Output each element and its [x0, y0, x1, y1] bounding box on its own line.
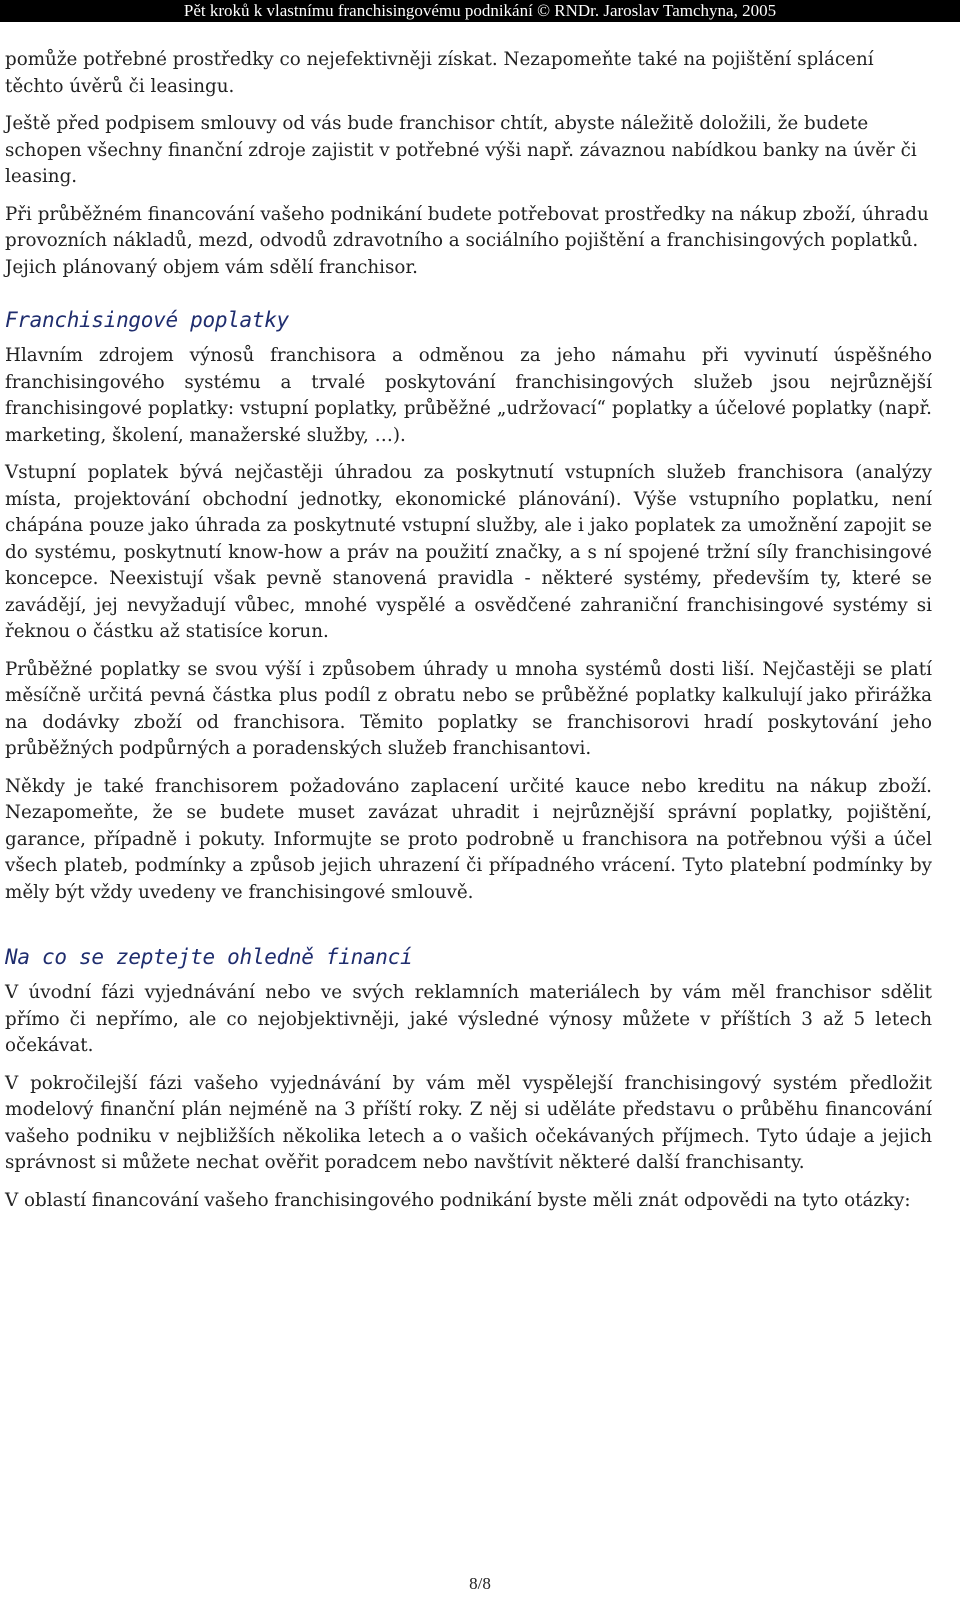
section-franchise-fees: [5, 305, 932, 906]
paragraph: V pokročilejší fázi vašeho vyjednávání by vám měl vyspělejší franchisingový systém předložit modelový finanční plán nejméně na 3 příští roky. Z něj si uděláte představu o průběhu financování vašeho podniku v nejbližších několika letech a o vašich očekávaných příjmech. Tyto údaje a jejich správnost si můžete nechat ověřit poradcem nebo navštívit některé další franchisanty.: [5, 1072, 932, 1173]
document-body: [5, 47, 932, 1225]
paragraph: pomůže potřebné prostředky co nejefektivněji získat. Nezapomeňte také na pojištění splácení těchto úvěrů či leasingu.: [5, 49, 874, 97]
running-header-title: Pět kroků k vlastnímu franchisingovému podnikání © RNDr. Jaroslav Tamchyna, 2005: [183, 1, 777, 20]
paragraph: Při průběžném financování vašeho podnikání budete potřebovat prostředky na nákup zboží, úhradu provozních nákladů, mezd, odvodů zdravotního a sociálního pojištění a franchisingových poplatků. Jejich plánovaný objem vám sdělí franchisor.: [5, 203, 929, 278]
section-finance-questions: [5, 942, 932, 1214]
paragraph: Ještě před podpisem smlouvy od vás bude franchisor chtít, abyste náležitě doložili, že budete schopen všechny finanční zdroje zajistit v potřebné výši např. závaznou nabídkou banky na úvěr či leasing.: [5, 113, 917, 187]
running-header: [0, 0, 960, 22]
section-heading: Na co se zeptejte ohledně financí: [5, 945, 413, 969]
paragraph: Někdy je také franchisorem požadováno zaplacení určité kauce nebo kreditu na nákup zboží. Nezapomeňte, že se budete muset zavázat uhradit i nejrůznější správní poplatky, pojištění, garance, případně i pokuty. Informujte se proto podrobně u franchisora na potřebnou výši a účel všech plateb, podmínky a způsob jejich uhrazení či případného vrácení. Tyto platební podmínky by měly být vždy uvedeny ve franchisingové smlouvě.: [5, 775, 932, 903]
paragraph: V oblastí financování vašeho franchisingového podnikání byste měli znát odpovědi na tyto otázky:: [5, 1189, 911, 1211]
paragraph: V úvodní fázi vyjednávání nebo ve svých reklamních materiálech by vám měl franchisor sdělit přímo či nepřímo, ale co nejobjektivněji, jaké výsledné výnosy můžete v příštích 3 až 5 letech očekávat.: [5, 982, 932, 1056]
paragraph: Vstupní poplatek bývá nejčastěji úhradou za poskytnutí vstupních služeb franchisora (analýzy místa, projektování obchodní jednotky, ekonomické plánování). Výše vstupního poplatku, není chápána pouze jako úhrada za poskytnuté vstupní služby, ale i jako poplatek za umožnění zapojit se do systému, poskytnutí know-how a práv na použití značky, a s ní spojené tržní síly franchisingové koncepce. Neexistují však pevně stanovená pravidla - některé systémy, především ty, které se zavádějí, jej nevyžadují vůbec, mnohé vyspělé a osvědčené zahraniční franchisingové systémy si řeknou o částku až statisíce korun.: [5, 462, 932, 642]
page-number: 8/8: [469, 1574, 491, 1593]
paragraph: Průběžné poplatky se svou výší i způsobem úhrady u mnoha systémů dosti liší. Nejčastěji se platí měsíčně určitá pevná částka plus podíl z obratu nebo se průběžné poplatky kalkulují jako přirážka na dodávky zboží od franchisora. Těmito poplatky se franchisorovi hradí poskytování jeho průběžných podpůrných a poradenských služeb franchisantovi.: [5, 658, 932, 759]
section-financing-continued: [5, 47, 932, 281]
paragraph: Hlavním zdrojem výnosů franchisora a odměnou za jeho námahu při vyvinutí úspěšného franchisingového systému a trvalé poskytování franchisingových služeb jsou nejrůznější franchisingové poplatky: vstupní poplatky, průběžné „udržovací“ poplatky a účelové poplatky (např. marketing, školení, manažerské služby, …).: [5, 345, 932, 446]
section-heading: Franchisingové poplatky: [5, 308, 289, 332]
